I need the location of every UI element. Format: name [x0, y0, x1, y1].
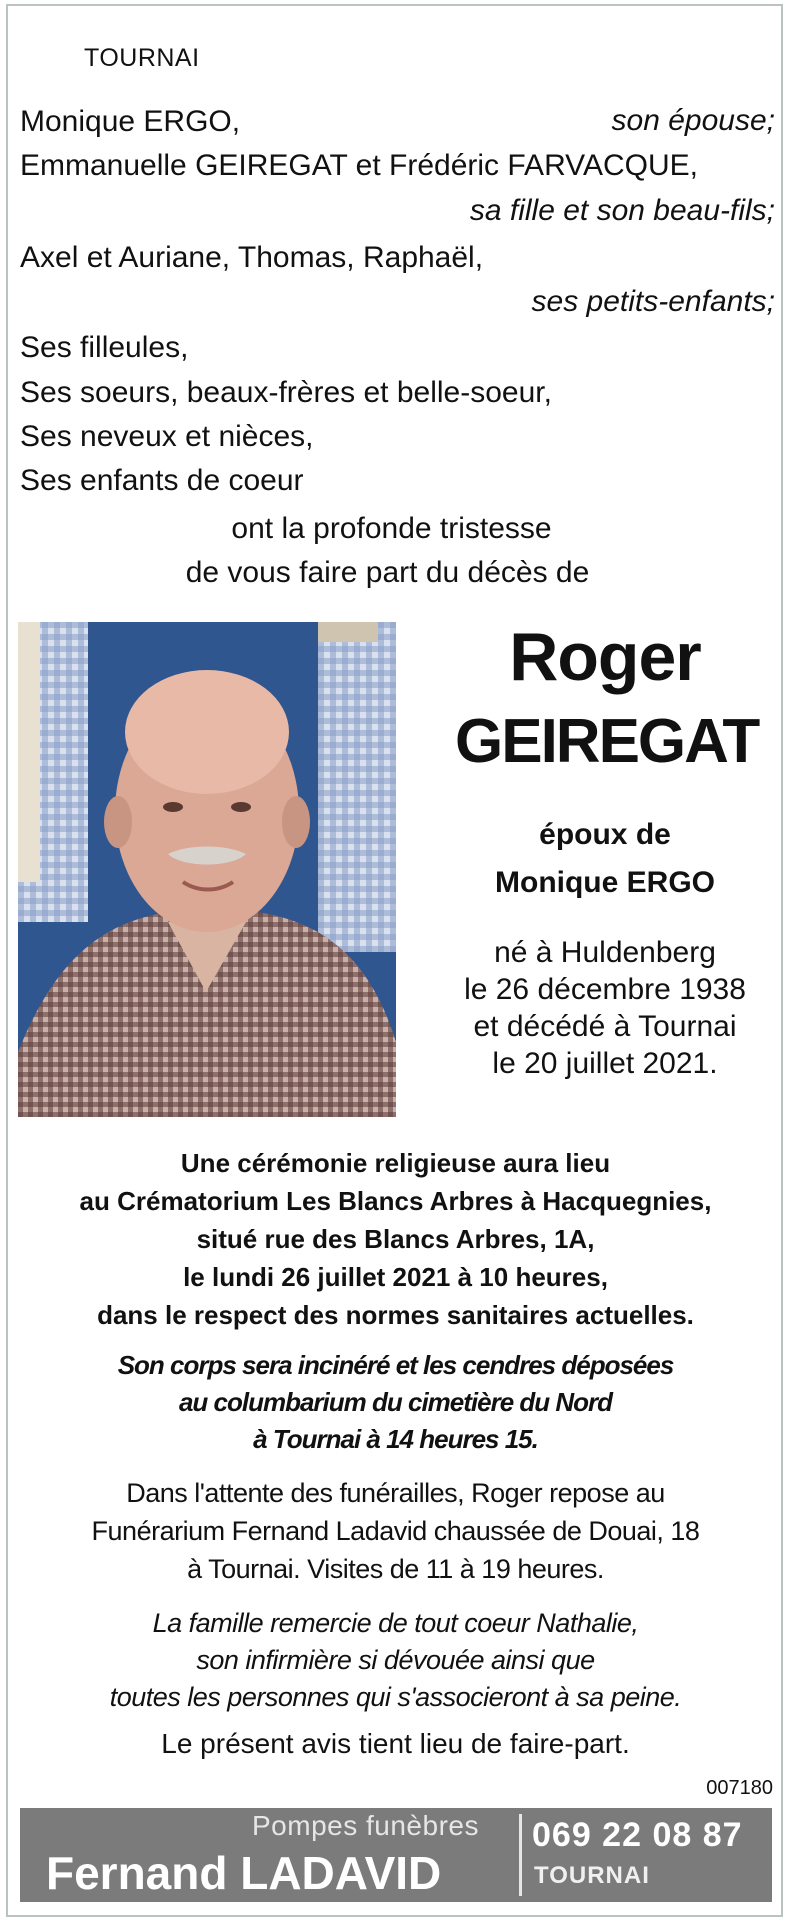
dates-line: le 26 décembre 1938: [464, 973, 746, 1006]
thanks-line: toutes les personnes qui s'associeront à sa peine.: [109, 1682, 682, 1712]
spouse-name: Monique ERGO: [495, 866, 715, 899]
others-line: Ses filleules,: [20, 331, 189, 364]
visit-line: à Tournai. Visites de 11 à 19 heures.: [187, 1554, 604, 1584]
cremation-line: Son corps sera incinéré et les cendres déposées: [117, 1350, 674, 1380]
announce-line: ont la profonde tristesse: [231, 512, 552, 545]
announce-line: de vous faire part du décès de: [185, 556, 590, 589]
funeral-home-town: TOURNAI: [534, 1862, 650, 1889]
dates-line: né à Huldenberg: [494, 936, 716, 969]
thanks-line: La famille remercie de tout coeur Nathalie,: [152, 1608, 639, 1638]
visit-line: Funérarium Fernand Ladavid chaussée de Douai, 18: [91, 1516, 700, 1546]
family-names-spouse: Monique ERGO,: [20, 105, 241, 138]
portrait-photo: [18, 622, 396, 1117]
family-relation-grandchildren: ses petits-enfants;: [531, 285, 775, 318]
others-line: Ses soeurs, beaux-frères et belle-soeur,: [20, 376, 552, 409]
deceased-last-name: GEIREGAT: [455, 707, 759, 776]
funeral-home-label: Pompes funèbres: [252, 1810, 479, 1841]
portrait-photo-drawing: [18, 622, 396, 1117]
family-names-daughter: Emmanuelle GEIREGAT et Frédéric FARVACQUE,: [20, 149, 698, 182]
others-line: Ses enfants de coeur: [20, 464, 304, 497]
banner-divider: [519, 1814, 522, 1896]
ceremony-line: situé rue des Blancs Arbres, 1A,: [196, 1224, 595, 1254]
family-names-grandchildren: Axel et Auriane, Thomas, Raphaël,: [20, 241, 484, 274]
thanks-line: son infirmière si dévouée ainsi que: [196, 1645, 595, 1675]
funeral-home-phone: 069 22 08 87: [532, 1816, 743, 1854]
ceremony-line: Une cérémonie religieuse aura lieu: [180, 1148, 611, 1178]
funeral-home-name: Fernand LADAVID: [46, 1847, 442, 1899]
spouse-line: époux de: [539, 818, 671, 851]
funeral-home-brand: [20, 1808, 517, 1902]
cremation-line: à Tournai à 14 heures 15.: [253, 1424, 538, 1454]
reference-number: 007180: [706, 1777, 773, 1799]
ceremony-line: au Crématorium Les Blancs Arbres à Hacquegnies,: [79, 1186, 712, 1216]
visit-line: Dans l'attente des funérailles, Roger repose au: [126, 1478, 665, 1508]
deceased-first-name: Roger: [509, 619, 701, 695]
family-relation-daughter: sa fille et son beau-fils;: [469, 194, 775, 227]
closing-line: Le présent avis tient lieu de faire-part.: [161, 1728, 630, 1759]
family-relation-spouse: son épouse;: [611, 104, 775, 137]
ceremony-line: le lundi 26 juillet 2021 à 10 heures,: [183, 1262, 608, 1292]
dates-line: et décédé à Tournai: [473, 1010, 737, 1043]
others-line: Ses neveux et nièces,: [20, 420, 314, 453]
cremation-line: au columbarium du cimetière du Nord: [178, 1387, 613, 1417]
header-city: TOURNAI: [84, 44, 200, 72]
dates-line: le 20 juillet 2021.: [492, 1047, 718, 1080]
funeral-home-banner: [20, 1808, 772, 1902]
ceremony-line: dans le respect des normes sanitaires actuelles.: [97, 1300, 694, 1330]
